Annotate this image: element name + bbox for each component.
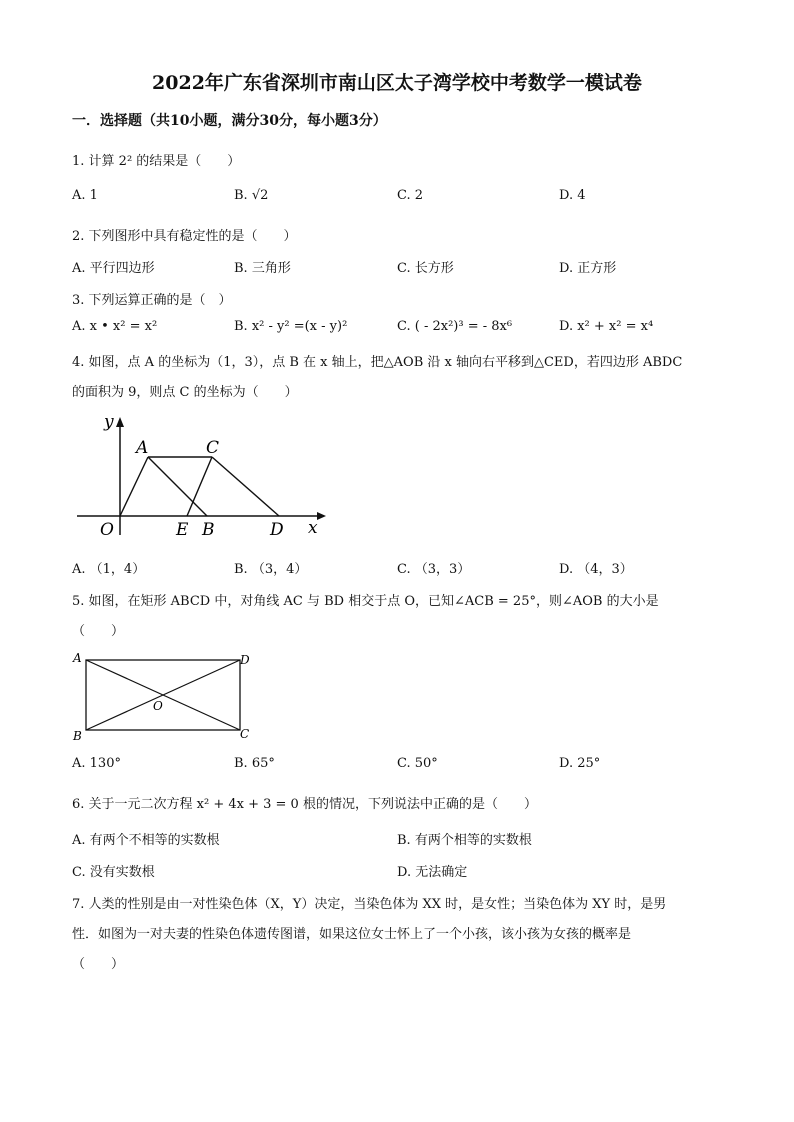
question-7-line-1: 7. 人类的性别是由一对性染色体（X，Y）决定，当染色体为 XX 时，是女性；当染色体为 XY 时，是男	[72, 897, 667, 912]
page-title: 2022年广东省深圳市南山区太子湾学校中考数学一模试卷	[152, 72, 642, 94]
question-6-stem: 6. 关于一元二次方程 x² + 4x + 3 = 0 根的情况，下列说法中正确的是（ ）	[72, 797, 537, 812]
question-4-option-b: B. （3，4）	[234, 562, 308, 577]
rect-point-d-label: D	[240, 653, 250, 667]
question-5-option-d: D. 25°	[559, 756, 601, 771]
question-6-option-a: A. 有两个不相等的实数根	[72, 833, 220, 848]
question-5-stem-line-2: （ ）	[72, 624, 125, 639]
question-3-option-c: C. ( - 2x²)³ = - 8x⁶	[397, 319, 513, 334]
question-1-stem: 1. 计算 2² 的结果是（ ）	[72, 154, 241, 169]
point-a-label: A	[136, 438, 149, 458]
point-b-label: B	[202, 520, 215, 540]
point-c-label: C	[206, 438, 220, 458]
question-2-option-d: D. 正方形	[559, 261, 617, 276]
question-2-option-b: B. 三角形	[234, 261, 291, 276]
question-6-option-d: D. 无法确定	[397, 865, 468, 880]
question-1-option-a: A. 1	[72, 188, 98, 203]
question-5-option-c: C. 50°	[397, 756, 438, 771]
question-7-line-2: 性．如图为一对夫妻的性染色体遗传图谱，如果这位女士怀上了一个小孩，该小孩为女孩的概率是	[72, 927, 632, 942]
question-4-stem-line-2: 的面积为 9，则点 C 的坐标为（ ）	[72, 385, 298, 400]
question-5-stem-line-1: 5. 如图，在矩形 ABCD 中，对角线 AC 与 BD 相交于点 O，已知∠ACB = 25°，则∠AOB 的大小是	[72, 594, 659, 609]
rect-point-a-label: A	[73, 651, 82, 665]
question-6-option-c: C. 没有实数根	[72, 865, 155, 880]
question-4-figure	[72, 405, 332, 545]
segment-cd	[212, 457, 279, 516]
question-5-option-a: A. 130°	[72, 756, 121, 771]
point-o-label: O	[100, 520, 114, 540]
y-axis-label: y	[104, 412, 114, 432]
question-5-figure	[70, 646, 270, 746]
rect-point-b-label: B	[73, 729, 82, 743]
question-4-option-c: C. （3，3）	[397, 562, 471, 577]
y-axis-arrow-icon	[116, 417, 124, 427]
point-e-label: E	[176, 520, 189, 540]
question-2-stem: 2. 下列图形中具有稳定性的是（ ）	[72, 229, 297, 244]
question-1-option-b: B. √2	[234, 188, 269, 203]
section-heading: 一．选择题（共10小题，满分30分，每小题3分）	[72, 113, 387, 129]
x-axis-arrow-icon	[317, 512, 326, 520]
question-1-option-d: D. 4	[559, 188, 586, 203]
segment-ce	[187, 457, 212, 516]
question-7-line-3: （ ）	[72, 957, 125, 972]
rect-point-o-label: O	[153, 699, 163, 713]
segment-oa	[120, 457, 148, 516]
question-2-option-c: C. 长方形	[397, 261, 454, 276]
rect-point-c-label: C	[240, 727, 250, 741]
segment-ab	[148, 457, 207, 516]
question-3-option-d: D. x² + x² = x⁴	[559, 319, 654, 334]
question-1-option-c: C. 2	[397, 188, 424, 203]
point-d-label: D	[270, 520, 284, 540]
question-3-stem: 3. 下列运算正确的是（ ）	[72, 293, 232, 308]
question-4-option-d: D. （4，3）	[559, 562, 633, 577]
x-axis-label: x	[308, 518, 318, 538]
question-4-stem-line-1: 4. 如图，点 A 的坐标为（1，3），点 B 在 x 轴上，把△AOB 沿 x 轴向右平移到△CED，若四边形 ABDC	[72, 355, 683, 370]
question-3-option-a: A. x • x² = x²	[72, 319, 158, 334]
question-6-option-b: B. 有两个相等的实数根	[397, 833, 532, 848]
question-3-option-b: B. x² - y² =(x - y)²	[234, 319, 348, 334]
question-4-option-a: A. （1，4）	[72, 562, 146, 577]
question-2-option-a: A. 平行四边形	[72, 261, 155, 276]
question-5-option-b: B. 65°	[234, 756, 275, 771]
